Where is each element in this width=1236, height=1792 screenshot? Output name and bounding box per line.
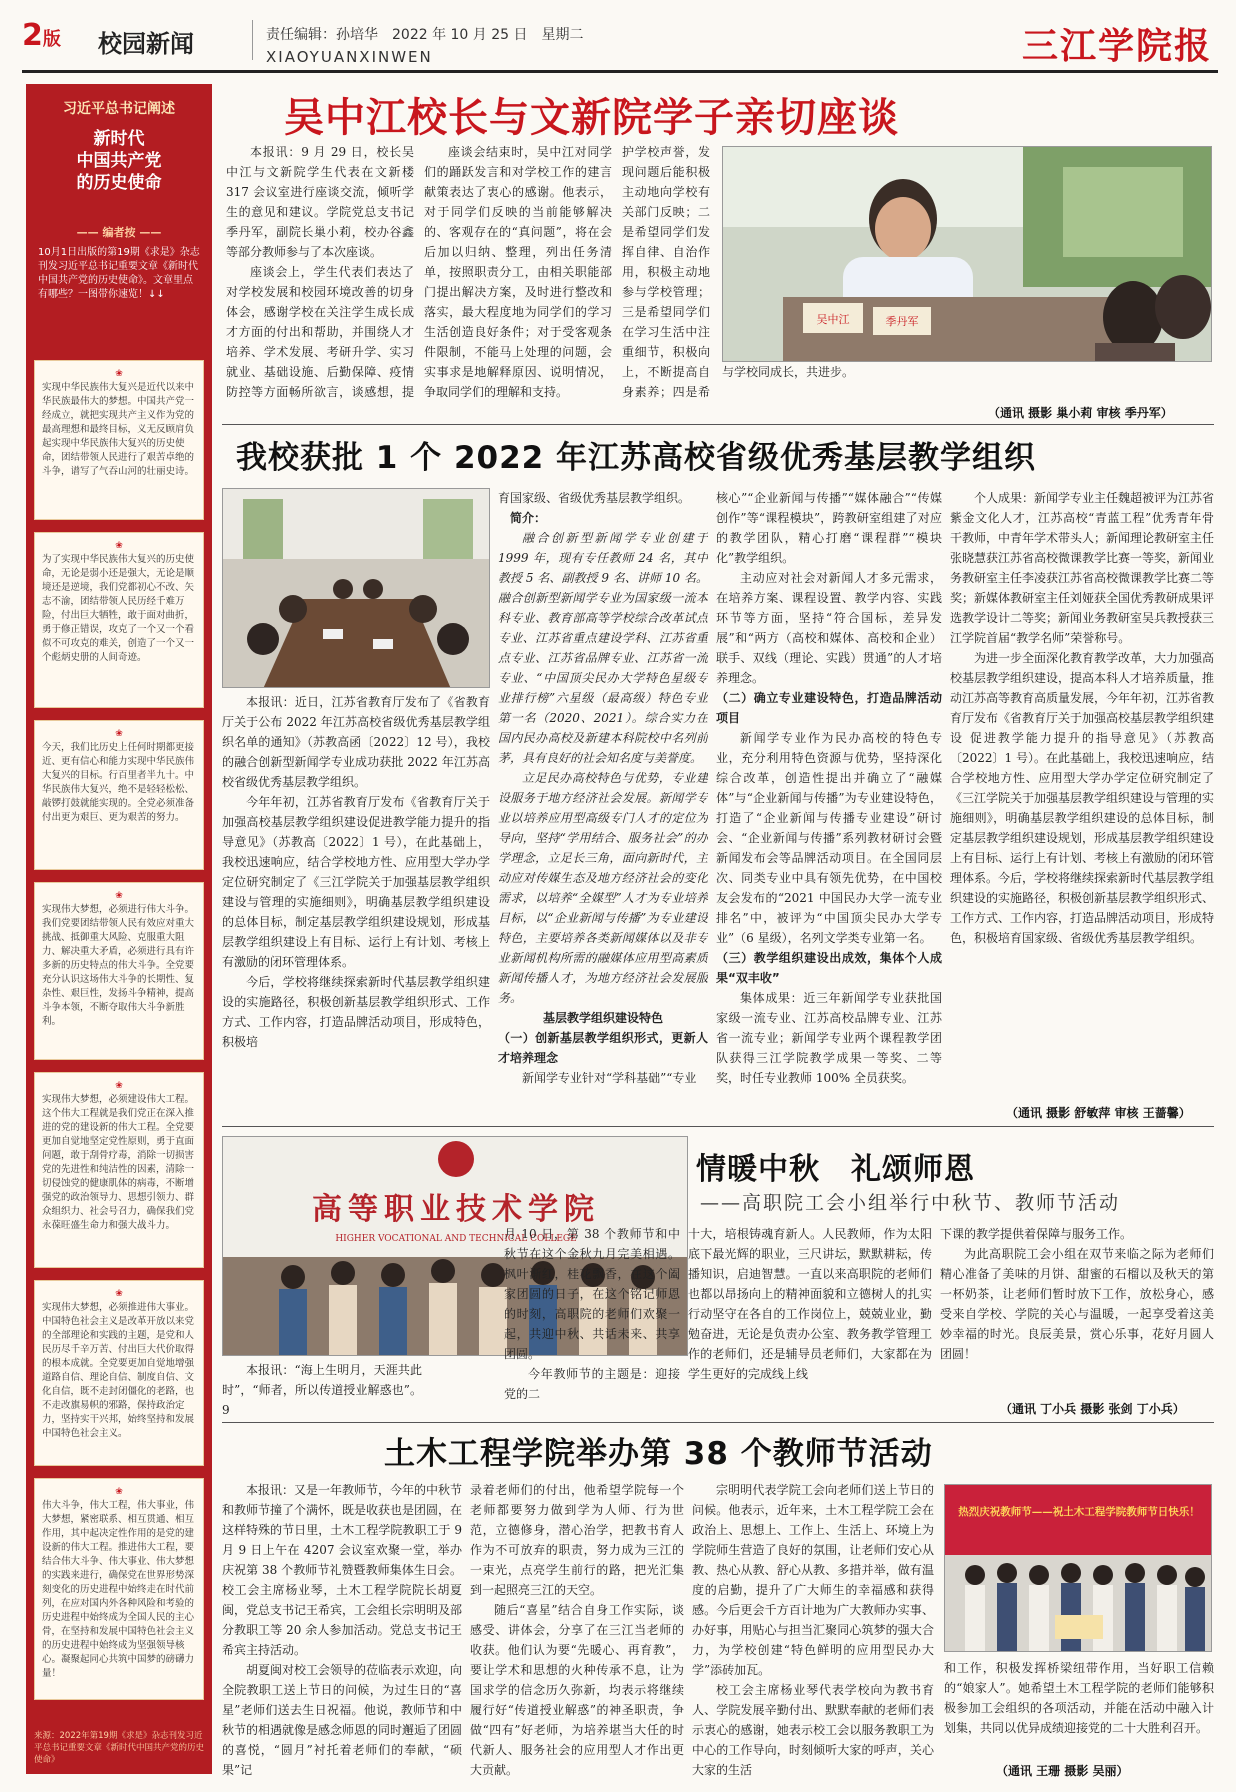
meeting-photo-graphic bbox=[723, 147, 1212, 362]
paragraph: 十大，培根铸魂育新人。人民教师，作为太阳底下最光辉的职业，三尺讲坛，默默耕耘，传播知识，启迪智慧。一直以来高职院的老师们也都以昂扬向上的精神面貌和立德树人的扎实行动坚守在各自的工作岗位上，兢兢业业，勤勉奋进，无论是负责办公室、教务教学管理工作的老师们，还是辅导员老师们，大家都在为学生更好的完成线上线 bbox=[688, 1227, 932, 1381]
article3-col3 bbox=[688, 1224, 932, 1420]
ornament-icon: ❀ bbox=[115, 541, 123, 551]
editor-note: 10月1日出版的第19期《求是》杂志刊发习近平总书记重要文章《新时代中国共产党的历史使命》。文章里点有哪些？一图带你速览！↓↓ bbox=[38, 247, 200, 300]
paragraph: 宗明明代表学院工会向老师们送上节日的问候。他表示，近年来，土木工程学院工会在政治上、思想上、工作上、生活上、环境上为学院师生营造了良好的氛围，让老师们安心从教、热心从教、舒心从教、多措并举，做有温度的启勤，提升了广大师生的幸福感和获得感。今后更会千方百计地为广大教师办实事、办好事，用贴心与担当汇聚同心筑梦的强大合力，为学校创建“特色鲜明的应用型民办大学”添砖加瓦。 bbox=[692, 1483, 934, 1677]
article3-col1 bbox=[222, 1360, 422, 1420]
sidebar-kicker: 习近平总书记阐述 bbox=[63, 101, 175, 117]
paragraph: 月 10 日，第 38 个教师节和中秋节在这个金秋九月完美相遇。枫叶渐红，桂花飘香，在这个阖家团圆的日子，在这个铭记师恩的时刻，高职院的老师们欢聚一起，共迎中秋、共话未来、共享团圆。 bbox=[504, 1227, 680, 1361]
paragraph: 与学校同成长，共进步。 bbox=[722, 365, 855, 379]
paragraph: 校工会主席杨业琴代表学校向为教书育人、学院发展辛勤付出、默默奉献的老师们表示衷心的感谢，她表示校工会以服务教职工为中心的工作导向，时刻倾听大家的呼声，关心大家的生活 bbox=[692, 1683, 934, 1777]
paragraph: 育国家级、省级优秀基层教学组织。 bbox=[498, 491, 691, 505]
sidebar-title-line: 的历史使命 bbox=[76, 173, 162, 193]
paragraph: 集体成果：近三年新闻学专业获批国家级一流专业、江苏高校品牌专业、江苏省一流专业；新闻学专业两个课程教学团队获得三江学院教学成果一等奖、二等奖，时任专业教师 100% 全员获奖。 bbox=[716, 991, 942, 1085]
paragraph: 本报讯：又是一年教师节，今年的中秋节和教师节撞了个满怀，既是收获也是团圆，在这样特殊的节日里，土木工程学院教职工于 9 月 9 日上午在 4207 会议室欢聚一堂，举办庆祝第 38 个教师节礼赞暨教师集体生日会。校工会主席杨业琴，土木工程学院院长胡夏闽，党总支书记王希宾，工会组长宗明明及部分教职工等 20 余人参加活动。党总支书记王希宾主持活动。 bbox=[222, 1483, 462, 1657]
article4-col3 bbox=[692, 1480, 934, 1784]
article1-photo bbox=[722, 146, 1212, 362]
paragraph: 新闻学专业针对“学科基础”“专业 bbox=[522, 1071, 697, 1085]
sidebar-header bbox=[34, 92, 204, 302]
nameplate-text: 吴中江 bbox=[816, 313, 850, 326]
paragraph: 本报讯：9 月 29 日，校长吴中江与文新院学生代表在文新楼 317 会议室进行座谈交流，倾听学生的意见和建议。学院党总支书记季丹军，副院长巢小莉，校办谷鑫等部分教师参与了本次座谈。 bbox=[226, 145, 414, 259]
paragraph: 本报讯：近日，江苏省教育厅发布了《省教育厅关于公布 2022 年江苏高校省级优秀基层教学组织名单的通知》（苏教高函〔2022〕12 号），我校的融合创新型新闻学专业成功获批 2022 年江苏高校省级优秀基层教学组织。 bbox=[222, 695, 490, 789]
paragraph: 融合创新型新闻学专业创建于 1999 年，现有专任教师 24 名，其中教授 5 名、副教授 9 名、讲师 10 名。融合创新型新闻学专业为国家级一流本科专业、教育部高等学校综合改革试点专业、江苏省重点建设学科、江苏省重点专业、江苏省品牌专业、江苏省一流专业、“中国顶尖民办大学特色星级专业排行榜”六星级（最高级）特色专业第一名（2020、2021）。综合实力在国内民办高校及新建本科院校中名列前茅，具有良好的社会知名度与美誉度。 bbox=[498, 531, 708, 765]
paragraph: 护学校声誉，发现问题后能积极主动地向学校有关部门反映；二是希望同学们发挥自律、自治作用，积极主动地参与学校管理；三是希望同学们在学习生活中注重细节，积极向上，不断提高自身素养；四是希 bbox=[622, 145, 710, 399]
editor-note-label: —— 编者按 —— bbox=[76, 226, 162, 239]
section-divider bbox=[222, 1422, 1214, 1423]
paragraph: 录着老师们的付出，他希望学院每一个老师都要努力做到学为人师、行为世范，立德修身，潜心治学，把教书育人作为不可放弃的职责，努力成为三江的一束光，点亮学生前行的路，把光汇集到一起照亮三江的天空。 bbox=[470, 1483, 684, 1597]
paragraph: 胡夏闽对校工会领导的莅临表示欢迎，向全院教职工送上节日的问候，为过生日的“喜星”老师们送去生日祝福。他说，教师节和中秋节的相遇就像是感念师恩的同时邂逅了团圆的喜悦，“圆月”衬托着老师们的奉献，“硕果”记 bbox=[222, 1663, 462, 1777]
article3-credit: （通讯 丁小兵 摄影 张剑 丁小兵） bbox=[1000, 1402, 1185, 1416]
article3-subhead: ——高职院工会小组举行中秋节、教师节活动 bbox=[700, 1192, 1121, 1214]
article2-col2 bbox=[498, 488, 708, 1144]
paragraph: 立足民办高校特色与优势，专业建设服务于地方经济社会发展。新闻学专业以培养应用型高级专门人才的定位为导向，坚持“学用结合、服务社会”的办学理念，立足长三角，面向新时代，主动应对传媒生态及地方经济社会的变化需求，以培养“全媒型”人才为专业培养目标，以“企业新闻与传播”为专业建设特色，主要培养各类新闻媒体以及非专业新闻机构所需的融媒体应用型高素质新闻传播人才，为地方经济社会发展服务。 bbox=[498, 771, 708, 1005]
article3-headline: 情暖中秋 礼颂师恩 bbox=[696, 1152, 975, 1187]
article1-col1 bbox=[226, 142, 414, 402]
article1-headline: 吴中江校长与文新院学子亲切座谈 bbox=[284, 95, 899, 141]
feature-heading: （三）教学组织建设出成效，集体个人成果“双丰收” bbox=[716, 951, 942, 985]
paragraph: 随后“喜星”结合自身工作实际，谈感受、讲体会，分享了在三江当老师的收获。他们认为要“先暖心、再育教”，要让学术和思想的火种传承不息，让为国求学的信念历久弥新，均表示将继续履行好“传道授业解惑”的神圣职责，争做“四有”好老师，为培养堪当大任的时代新人、服务社会的应用型人才作出更大贡献。 bbox=[470, 1603, 684, 1777]
sidebar-card: ❀ 实现伟大梦想，必须推进伟大事业。中国特色社会主义是改革开放以来党的全部理论和实践的主题，是党和人民历尽千辛万苦、付出巨大代价取得的根本成就。全党要更加自觉地增强道路自信、理论自信、制度自信、文化自信，既不走封闭僵化的老路，也不走改旗易帜的邪路，保持政治定力，坚持实干兴邦，始终坚持和发展中国特色社会主义。 bbox=[34, 1280, 204, 1466]
masthead-divider bbox=[252, 20, 253, 60]
ornament-icon: ❀ bbox=[115, 369, 123, 379]
paragraph: 为此高职院工会小组在双节来临之际为老师们精心准备了美味的月饼、甜蜜的石榴以及秋天的第一杯奶茶，让老师们暂时放下工作，放松身心，感受来自学校、学院的关心与温暖，一起享受着这美妙幸福的时光。良辰美景，赏心乐事，花好月圆人团圆！ bbox=[940, 1247, 1214, 1361]
teachers-day-photo-graphic bbox=[945, 1485, 1212, 1652]
paragraph: 座谈会结束时，吴中江对同学们的踊跃发言和对学校工作的建言献策表达了衷心的感谢。他表示，对于同学们反映的当前能够解决的、客观存在的“真问题”，将在会后加以归纳、整理，列出任务清单，按照职责分工，由相关职能部门提出解决方案，及时进行整改和落实，最大程度地为同学们的学习生活创造良好条件；对于受客观条件限制，不能马上处理的问题，会实事求是地解释原因、说明情况，争取同学们的理解和支持。 bbox=[424, 145, 612, 399]
sidebar-title-line: 新时代 bbox=[93, 129, 145, 149]
paragraph: 和工作，积极发挥桥梁纽带作用，当好职工信赖的“娘家人”。她希望土木工程学院的老师们能够积极参加工会组织的各项活动，并能在活动中融入计划集，共同以优异成绩迎接党的二十大胜利召开。 bbox=[944, 1661, 1214, 1735]
article2-credit: （通讯 摄影 舒敏萍 审核 王蔷馨） bbox=[1006, 1106, 1191, 1120]
sidebar-source: 来源：2022年第19期《求是》杂志刊发习近平总书记重要文章《新时代中国共产党的历史使命》 bbox=[34, 1731, 205, 1765]
sidebar-card: ❀ 实现中华民族伟大复兴是近代以来中华民族最伟大的梦想。中国共产党一经成立，就把实现共产主义作为党的最高理想和最终目标，义无反顾肩负起实现中华民族伟大复兴的历史使命，团结带领人民进行了艰苦卓绝的斗争，谱写了气吞山河的壮丽史诗。 bbox=[34, 360, 204, 520]
paragraph: 下课的教学提供着保障与服务工作。 bbox=[940, 1227, 1133, 1241]
article4-col2 bbox=[470, 1480, 684, 1784]
article2-photo bbox=[222, 488, 490, 688]
masthead-rule bbox=[22, 70, 1218, 73]
article2-col1 bbox=[222, 692, 490, 1144]
page-number: 2版 bbox=[22, 18, 61, 53]
ornament-icon: ❀ bbox=[115, 891, 123, 901]
masthead bbox=[22, 14, 1218, 72]
sign-text-en: HIGHER VOCATIONAL AND TECHNICAL COLLEGE bbox=[335, 1234, 577, 1244]
paragraph: 为进一步全面深化教育教学改革，大力加强高校基层教学组织建设，提高本科人才培养质量，推动江苏高等教育高质量发展，今年年初，江苏省教育厅发布《省教育厅关于加强高校基层教学组织建设 促进教学能力提升的指导意见》（苏教高〔2022〕1 号）。在此基础上，我校迅速响应，结合学校地方性、应用型大学办学定位研究制定了《三江学院关于加强基层教学组织建设与管理的实施细则》，明确基层教学组织建设的总体目标，制定基层教学组织建设规划，形成基层教学组织建设上有目标、运行上有计划、考核上有激励的闭环管理体系。今后，学校将继续探索新时代基层教学组织建设的实施路径，积极创新基层教学组织形式、工作方式、工作内容，打造品牌活动项目，形成特色，积极培育国家级、省级优秀基层教学组织。 bbox=[950, 651, 1214, 945]
paragraph: 今年教师节的主题是：迎接党的二 bbox=[504, 1367, 680, 1401]
article4-credit: （通讯 王珊 摄影 吴丽） bbox=[996, 1764, 1129, 1778]
sidebar-card: ❀ 为了实现中华民族伟大复兴的历史使命，无论是弱小还是强大，无论是顺境还是逆境，我们党都初心不改、矢志不渝，团结带领人民历经千难万险，付出巨大牺牲，敢于面对曲折，勇于修正错误，攻克了一个又一个看似不可攻克的难关，创造了一个又一个彪炳史册的人间奇迹。 bbox=[34, 532, 204, 708]
paper-logo: 三江学院报 bbox=[1021, 25, 1212, 67]
article4-col4 bbox=[944, 1658, 1214, 1758]
article1-credit: （通讯 摄影 巢小莉 审核 季丹军） bbox=[988, 406, 1173, 420]
article4-photo bbox=[944, 1484, 1212, 1652]
ornament-icon: ❀ bbox=[115, 1289, 123, 1299]
banner-text: 热烈庆祝教师节——祝土木工程学院教师节日快乐！ bbox=[958, 1506, 1200, 1518]
ornament-icon: ❀ bbox=[115, 1487, 123, 1497]
article4-headline: 土木工程学院举办第 38 个教师节活动 bbox=[384, 1436, 933, 1472]
ornament-icon: ❀ bbox=[115, 729, 123, 739]
intro-label: 简介： bbox=[510, 511, 547, 525]
nameplate-text: 季丹军 bbox=[885, 315, 919, 328]
sidebar-card: ❀ 实现伟大梦想，必须进行伟大斗争。我们党要团结带领人民有效应对重大挑战、抵御重大风险、克服重大阻力、解决重大矛盾，必须进行具有许多新的历史特点的伟大斗争。全党要充分认识这场伟大斗争的长期性、复杂性、艰巨性，发扬斗争精神，提高斗争本领，不断夺取伟大斗争新胜利。 bbox=[34, 882, 204, 1060]
article1-col3-tail bbox=[722, 362, 1212, 402]
ornament-icon: ❀ bbox=[115, 1081, 123, 1091]
seminar-photo-graphic bbox=[223, 489, 490, 688]
paragraph: 核心”“企业新闻与传播”“媒体融合”“传媒创作”等“课程模块”，跨教研室组建了对应的教学团队，精心打磨“课程群”“模块化”教学组织。 bbox=[716, 491, 942, 565]
sidebar-feature bbox=[26, 84, 212, 1774]
editor-date: 责任编辑：孙培华 2022 年 10 月 25 日 星期二 bbox=[266, 27, 584, 43]
paragraph: 本报讯：“海上生明月，天涯共此时”，“师者，所以传道授业解惑也”。9 bbox=[222, 1363, 422, 1417]
section-name: 校园新闻 bbox=[98, 29, 194, 58]
feature-heading: （一）创新基层教学组织形式，更新人才培养理念 bbox=[498, 1031, 708, 1065]
section-divider bbox=[222, 424, 1214, 425]
sidebar-card: ❀ 今天，我们比历史上任何时期都更接近、更有信心和能力实现中华民族伟大复兴的目标。行百里者半九十。中华民族伟大复兴，绝不是轻轻松松、敲锣打鼓就能实现的。全党必须准备付出更为艰巨、更为艰苦的努力。 bbox=[34, 720, 204, 870]
sidebar-card: ❀ 实现伟大梦想，必须建设伟大工程。这个伟大工程就是我们党正在深入推进的党的建设新的伟大工程。全党要更加自觉地坚定党性原则，勇于直面问题，敢于刮骨疗毒，消除一切损害党的先进性和纯洁性的因素，清除一切侵蚀党的健康肌体的病毒，不断增强党的政治领导力、思想引领力、群众组织力、社会号召力，确保我们党永葆旺盛生命力和强大战斗力。 bbox=[34, 1072, 204, 1268]
feature-label: 基层教学组织建设特色 bbox=[542, 1011, 663, 1025]
sidebar-title bbox=[38, 128, 200, 194]
section-divider bbox=[222, 1126, 1214, 1127]
article1-col2 bbox=[424, 142, 612, 402]
article4-col1 bbox=[222, 1480, 462, 1784]
paragraph: 今后，学校将继续探索新时代基层教学组织建设的实施路径，积极创新基层教学组织形式、工作方式、工作内容，打造品牌活动项目，形成特色，积极培 bbox=[222, 975, 490, 1049]
paragraph: 新闻学专业作为民办高校的特色专业，充分利用特色资源与优势，坚持深化综合改革，创造性提出并确立了“融媒体”与“企业新闻与传播”为专业建设特色，打造了“企业新闻与传播专业建设”研讨会、“企业新闻与传播”系列教材研讨会暨新闻发布会等品牌活动项目。在全国同层次、同类专业中具有领先优势，在中国校友会发布的“2021 中国民办大学一流专业排名”中，被评为“中国顶尖民办大学专业”（6 星级），名列文学类专业第一名。 bbox=[716, 731, 942, 945]
section-pinyin: XIAOYUANXINWEN bbox=[266, 48, 433, 66]
paragraph: 个人成果：新闻学专业主任魏超被评为江苏省紫金文化人才，江苏高校“青蓝工程”优秀青年骨干教师，中青年学术带头人；新闻理论教研室主任张晓慧获江苏省高校微课教学比赛一等奖，新闻业务教研室主任李凌获江苏省高校微课教学比赛二等奖；新媒体教研室主任刘娅获全国优秀教研成果评选教学设计二等奖；新闻业务教研室吴兵教授获三江学院首届“教学名师”荣誉称号。 bbox=[950, 491, 1214, 645]
article3-col2 bbox=[504, 1224, 680, 1420]
article2-headline: 我校获批 1 个 2022 年江苏高校省级优秀基层教学组织 bbox=[236, 440, 1037, 476]
sidebar-title-line: 中国共产党 bbox=[76, 151, 162, 171]
article2-col3 bbox=[716, 488, 942, 1120]
paragraph: 主动应对社会对新闻人才多元需求，在培养方案、课程设置、教学内容、实践环节等方面，坚持“符合国标，差异发展”和“两方（高校和媒体、高校和企业）联手、双线（理论、实践）贯通”的人才培养理念。 bbox=[716, 571, 942, 685]
article2-col4 bbox=[950, 488, 1214, 1098]
paragraph: 今年年初，江苏省教育厅发布《省教育厅关于加强高校基层教学组织建设促进教学能力提升的指导意见》（苏教高〔2022〕1 号），在此基础上，我校迅速响应，结合学校地方性、应用型大学办学定位研究制定了《三江学院关于加强基层教学组织建设与管理的实施细则》，明确基层教学组织建设的总体目标，制定基层教学组织建设规划，形成基层教学组织建设上有目标、运行上有计划、考核上有激励的闭环管理体系。 bbox=[222, 795, 490, 969]
article1-col3 bbox=[622, 142, 710, 402]
article3-col4 bbox=[940, 1224, 1214, 1400]
sign-text: 高等职业技术学院 bbox=[312, 1192, 600, 1227]
college-emblem-icon bbox=[438, 1141, 474, 1177]
sidebar-card: ❀ 伟大斗争，伟大工程，伟大事业，伟大梦想，紧密联系、相互贯通、相互作用，其中起决定性作用的是党的建设新的伟大工程。推进伟大工程，要结合伟大斗争、伟大事业、伟大梦想的实践来进行，确保党在世界形势深刻变化的历史进程中始终走在时代前列，在应对国内外各种风险和考验的历史进程中始终成为全国人民的主心骨，在坚持和发展中国特色社会主义的历史进程中始终成为坚强领导核心。凝聚起同心共筑中国梦的磅礴力量！ bbox=[34, 1478, 204, 1700]
feature-heading: （二）确立专业建设特色，打造品牌活动项目 bbox=[716, 691, 942, 725]
paragraph: 座谈会上，学生代表们表达了对学校发展和校园环境改善的切身体会，感谢学校在关注学生成长成才方面的付出和帮助，并围绕人才培养、学术发展、考研升学、实习就业、基础设施、后勤保障、疫情防控等方面畅所欲言，谈感想，提 bbox=[226, 265, 414, 399]
page-suffix: 版 bbox=[42, 29, 61, 50]
